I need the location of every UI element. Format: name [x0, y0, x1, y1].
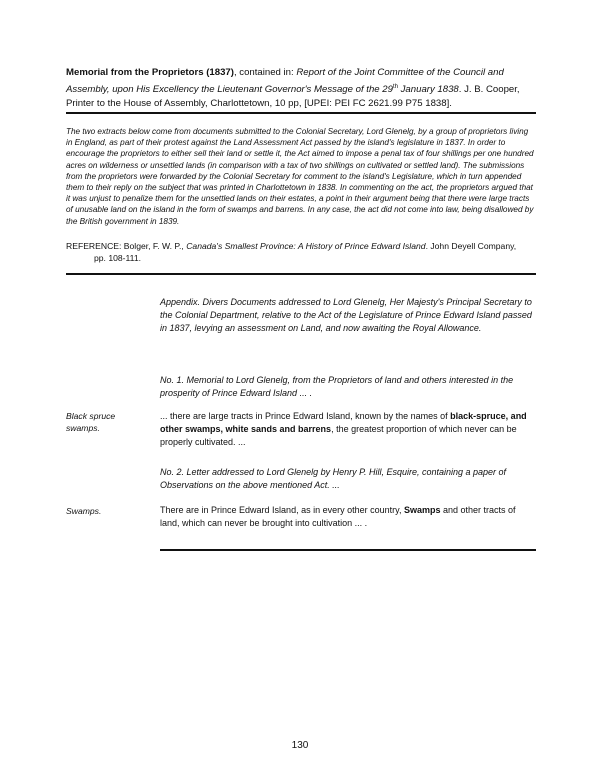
date-superscript: th — [392, 84, 398, 90]
contained-in-text: , contained in: — [233, 67, 297, 78]
publisher-text: . J. B. Cooper, Printer to the House of Assembly, Charlottetown, 10 pp, [UPEI: PEI FC 2621.99 P75 1838]. — [66, 84, 520, 110]
reference-pages: pp. 108-111. — [94, 253, 141, 263]
report-title: Report of the Joint Committee of the Council and Assembly, upon His Excellency the Lieutenant Governor's Message of the 29 — [66, 67, 504, 96]
divider-bottom — [160, 549, 536, 551]
document-no1-heading: No. 1. Memorial to Lord Glenelg, from the Proprietors of land and others interested in the prosperity of Prince Edward Island ... . — [160, 375, 514, 398]
margin-note-black-spruce: Black spruce swamps. — [66, 411, 116, 433]
divider-top — [66, 112, 536, 114]
extract-2-before: There are in Prince Edward Island, as in every other country, — [160, 505, 404, 515]
extract-1-before: ... there are large tracts in Prince Edward Island, known by the names of — [160, 411, 451, 421]
intro-paragraph: The two extracts below come from documents submitted to the Colonial Secretary, Lord Glenelg, by a group of proprietors living in England, as part of their protest against the Land Assessment Act passed by the island's legislature in 1837. In order to encourage the proprietors to either sell their land or settle it, the Act aimed to impose a penal tax of four shillings per one hundred acres on wilderness or unsettled lands (in comparison with a tax of two shillings on cultivated or settled land). The submissions from the proprietors were forwarded by the Colonial Secretary for comment to the island's Legislature, which in turn appended them to their reply on the subject that was printed in Charlottetown in 1838. In commenting on the act, the proprietors argued that it was unjust to penalize them for the unsettled lands on their estates, a point in their argument being that there were large tracts of unusable land on the island in the form of swamps and barrens. In any case, the act did not come into law, being disallowed by the British government in 1839. — [66, 127, 534, 226]
document-no2-heading: No. 2. Letter addressed to Lord Glenelg by Henry P. Hill, Esquire, containing a paper of Observations on the above mentioned Act. ... — [160, 467, 507, 490]
extract-1-after: , the greatest proportion of which never can be properly cultivated. ... — [160, 424, 517, 447]
divider-middle — [66, 273, 536, 275]
extract-1 — [160, 410, 536, 449]
reference — [66, 240, 536, 264]
extract-2-after: and other tracts of land, which can never be brought into cultivation ... . — [160, 505, 516, 528]
appendix-paragraph: Appendix. Divers Documents addressed to Lord Glenelg, Her Majesty's Principal Secretary to the Colonial Department, relative to the Act of the Legislature of Prince Edward Island passed in 1837, levying an assessment on Land, and now awaiting the Royal Allowance. — [160, 297, 532, 333]
reference-suffix: . John Deyell Company, — [425, 241, 517, 251]
reference-title: Canada's Smallest Province: A History of Prince Edward Island — [186, 241, 426, 251]
memorial-title: Memorial from the Proprietors (1837) — [66, 67, 234, 78]
extract-2-bold: Swamps — [403, 505, 441, 515]
margin-note-swamps: Swamps. — [66, 506, 102, 516]
report-date: January 1838 — [397, 84, 459, 96]
reference-prefix: REFERENCE: Bolger, F. W. P., — [66, 241, 187, 251]
source-citation — [66, 66, 536, 111]
extract-1-bold: black-spruce, and other swamps, white sands and barrens — [160, 411, 527, 434]
page-number: 130 — [291, 740, 309, 751]
extract-2 — [160, 504, 536, 530]
